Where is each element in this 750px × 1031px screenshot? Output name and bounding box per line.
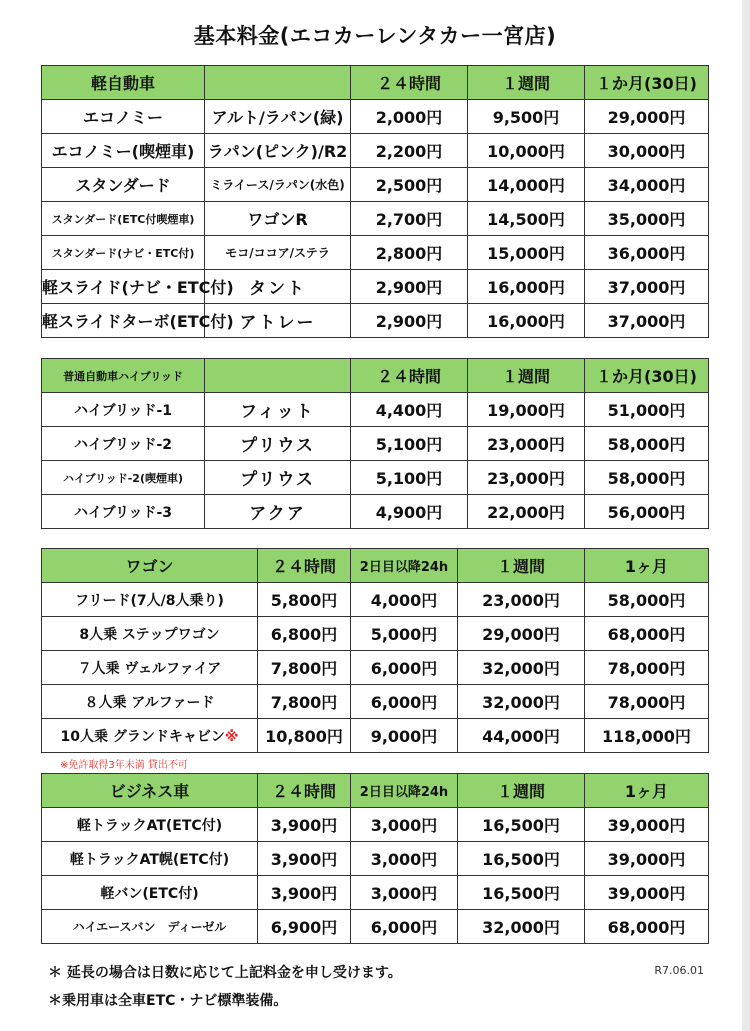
table-row: [42, 202, 709, 236]
vehicle-model: フィット: [205, 393, 351, 427]
vehicle-name: ８人乗 アルファード: [42, 685, 258, 719]
price-week: 32,000円: [458, 651, 585, 685]
price-week: 32,000円: [458, 685, 585, 719]
price-24h: 7,800円: [258, 651, 351, 685]
price-extra-day: 3,000円: [351, 808, 458, 842]
price-month: 78,000円: [585, 651, 709, 685]
price-24h: 2,200円: [351, 134, 468, 168]
table-row: [42, 617, 709, 651]
table-row: [42, 270, 709, 304]
price-month: 58,000円: [585, 583, 709, 617]
class-name: エコノミー: [42, 100, 205, 134]
hybrid-table: [41, 358, 709, 529]
vehicle-name: 軽バン(ETC付): [42, 876, 258, 910]
price-month: 78,000円: [585, 685, 709, 719]
class-name: ハイブリッド-2(喫煙車): [42, 461, 205, 495]
class-name: エコノミー(喫煙車): [42, 134, 205, 168]
price-24h: 2,800円: [351, 236, 468, 270]
restriction-mark: ※: [224, 728, 239, 745]
vehicle-model: アルト/ラパン(緑): [205, 100, 351, 134]
price-extra-day: 3,000円: [351, 842, 458, 876]
price-24h: 6,800円: [258, 617, 351, 651]
vehicle-model: ワゴンR: [205, 202, 351, 236]
price-24h: 2,500円: [351, 168, 468, 202]
price-month: 68,000円: [585, 617, 709, 651]
table-row: [42, 910, 709, 944]
table-row: [42, 134, 709, 168]
vehicle-name: 軽トラックAT(ETC付): [42, 808, 258, 842]
class-name: ハイブリッド-1: [42, 393, 205, 427]
price-month: 35,000円: [585, 202, 709, 236]
footnote-equipment: ＊乗用車は全車ETC・ナビ標準装備。: [48, 993, 288, 1009]
price-week: 22,000円: [468, 495, 585, 529]
class-name: ハイブリッド-2: [42, 427, 205, 461]
revision-date: R7.06.01: [654, 964, 704, 977]
table-row: [42, 236, 709, 270]
price-week: 16,000円: [468, 304, 585, 338]
price-extra-day: 6,000円: [351, 651, 458, 685]
business-header-row: [42, 774, 709, 808]
business-header-extra-day: 2日目以降24h: [351, 774, 458, 808]
hybrid-header-week: １週間: [468, 359, 585, 393]
price-24h: 2,900円: [351, 304, 468, 338]
vehicle-model: タント: [205, 270, 351, 304]
price-month: 58,000円: [585, 427, 709, 461]
price-week: 16,500円: [458, 842, 585, 876]
table-row: [42, 719, 709, 753]
price-24h: 3,900円: [258, 808, 351, 842]
footnote-extension: ＊ 延長の場合は日数に応じて上記料金を申し受けます。: [48, 965, 402, 981]
price-week: 23,000円: [458, 583, 585, 617]
price-month: 37,000円: [585, 270, 709, 304]
price-week: 44,000円: [458, 719, 585, 753]
restriction-note: ※免許取得3年未満 貸出不可: [60, 760, 188, 771]
price-week: 32,000円: [458, 910, 585, 944]
wagon-header-24h: ２４時間: [258, 549, 351, 583]
price-24h: 5,100円: [351, 461, 468, 495]
business-header-category: ビジネス車: [42, 774, 258, 808]
price-24h: 6,900円: [258, 910, 351, 944]
price-week: 15,000円: [468, 236, 585, 270]
vehicle-name: フリード(7人/8人乗り): [42, 583, 258, 617]
table-row: [42, 495, 709, 529]
price-month: 68,000円: [585, 910, 709, 944]
table-row: [42, 393, 709, 427]
hybrid-header-row: [42, 359, 709, 393]
price-week: 16,500円: [458, 808, 585, 842]
kei-header-row: [42, 66, 709, 100]
vehicle-model: アトレー: [205, 304, 351, 338]
vehicle-model: プリウス: [205, 461, 351, 495]
vehicle-model: プリウス: [205, 427, 351, 461]
price-month: 30,000円: [585, 134, 709, 168]
table-row: [42, 168, 709, 202]
price-month: 118,000円: [585, 719, 709, 753]
class-name: 軽スライド(ナビ・ETC付): [42, 270, 205, 304]
price-extra-day: 6,000円: [351, 685, 458, 719]
price-24h: 3,900円: [258, 842, 351, 876]
kei-table: [41, 65, 709, 338]
class-name: スタンダード(ETC付喫煙車): [42, 202, 205, 236]
price-24h: 4,400円: [351, 393, 468, 427]
table-row: [42, 876, 709, 910]
price-month: 36,000円: [585, 236, 709, 270]
price-month: 56,000円: [585, 495, 709, 529]
wagon-header-week: １週間: [458, 549, 585, 583]
table-row: [42, 583, 709, 617]
kei-header-week: １週間: [468, 66, 585, 100]
price-week: 19,000円: [468, 393, 585, 427]
vehicle-model: ミライース/ラパン(水色): [205, 168, 351, 202]
vehicle-name: ７人乗 ヴェルファイア: [42, 651, 258, 685]
vehicle-name: 軽トラックAT幌(ETC付): [42, 842, 258, 876]
wagon-header-extra-day: 2日目以降24h: [351, 549, 458, 583]
page-title: 基本料金(エコカーレンタカー一宮店): [193, 24, 557, 48]
price-extra-day: 6,000円: [351, 910, 458, 944]
price-24h: 7,800円: [258, 685, 351, 719]
price-month: 39,000円: [585, 876, 709, 910]
table-row: [42, 427, 709, 461]
price-24h: 2,900円: [351, 270, 468, 304]
vehicle-model: アクア: [205, 495, 351, 529]
wagon-header-category: ワゴン: [42, 549, 258, 583]
table-row: [42, 304, 709, 338]
kei-header-category: 軽自動車: [42, 66, 205, 100]
kei-header-24h: ２４時間: [351, 66, 468, 100]
price-week: 10,000円: [468, 134, 585, 168]
table-row: [42, 461, 709, 495]
class-name: 軽スライドターボ(ETC付): [42, 304, 205, 338]
hybrid-header-model: [205, 359, 351, 393]
wagon-header-month: 1ヶ月: [585, 549, 709, 583]
class-name: スタンダード(ナビ・ETC付): [42, 236, 205, 270]
table-row: [42, 100, 709, 134]
table-row: [42, 651, 709, 685]
price-24h: 3,900円: [258, 876, 351, 910]
kei-header-model: [205, 66, 351, 100]
class-name: スタンダード: [42, 168, 205, 202]
vehicle-name-text: 10人乗 グランドキャビン: [60, 728, 225, 745]
vehicle-model: ラパン(ピンク)/R2: [205, 134, 351, 168]
vehicle-name: [42, 719, 258, 753]
hybrid-header-24h: ２４時間: [351, 359, 468, 393]
price-extra-day: 5,000円: [351, 617, 458, 651]
business-header-week: １週間: [458, 774, 585, 808]
price-week: 14,000円: [468, 168, 585, 202]
price-week: 16,000円: [468, 270, 585, 304]
kei-header-month: １か月(30日): [585, 66, 709, 100]
hybrid-header-category: 普通自動車ハイブリッド: [42, 359, 205, 393]
vehicle-name: 8人乗 ステップワゴン: [42, 617, 258, 651]
price-week: 14,500円: [468, 202, 585, 236]
page-edge: [742, 0, 750, 1031]
price-month: 37,000円: [585, 304, 709, 338]
business-header-month: 1ヶ月: [585, 774, 709, 808]
price-week: 29,000円: [458, 617, 585, 651]
price-week: 23,000円: [468, 461, 585, 495]
price-month: 39,000円: [585, 808, 709, 842]
price-extra-day: 4,000円: [351, 583, 458, 617]
price-month: 29,000円: [585, 100, 709, 134]
hybrid-header-month: １か月(30日): [585, 359, 709, 393]
price-month: 34,000円: [585, 168, 709, 202]
price-24h: 5,800円: [258, 583, 351, 617]
price-24h: 2,700円: [351, 202, 468, 236]
vehicle-model: モコ/ココア/ステラ: [205, 236, 351, 270]
price-month: 51,000円: [585, 393, 709, 427]
price-extra-day: 3,000円: [351, 876, 458, 910]
price-month: 39,000円: [585, 842, 709, 876]
price-24h: 5,100円: [351, 427, 468, 461]
price-week: 16,500円: [458, 876, 585, 910]
price-month: 58,000円: [585, 461, 709, 495]
vehicle-name: ハイエースバン ディーゼル: [42, 910, 258, 944]
wagon-header-row: [42, 549, 709, 583]
business-header-24h: ２４時間: [258, 774, 351, 808]
price-24h: 2,000円: [351, 100, 468, 134]
class-name: ハイブリッド-3: [42, 495, 205, 529]
table-row: [42, 842, 709, 876]
wagon-table: [41, 548, 709, 753]
table-row: [42, 685, 709, 719]
price-24h: 10,800円: [258, 719, 351, 753]
price-extra-day: 9,000円: [351, 719, 458, 753]
price-week: 23,000円: [468, 427, 585, 461]
price-week: 9,500円: [468, 100, 585, 134]
price-24h: 4,900円: [351, 495, 468, 529]
table-row: [42, 808, 709, 842]
business-table: [41, 773, 709, 944]
